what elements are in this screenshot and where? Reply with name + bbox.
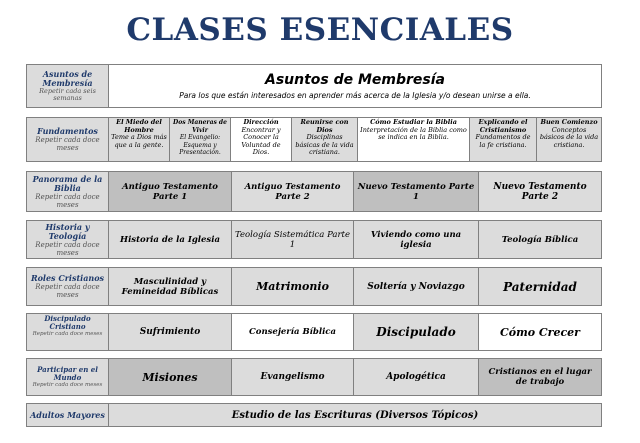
class-title: Explicando el Cristianismo [478,118,528,134]
class-title: El Miedo del Hombre [116,118,162,134]
class-desc: Interpretación de la Biblia como se indica en la Biblia. [360,125,467,141]
class-title: Dirección [243,118,279,126]
class-cell: Estudio de las Escrituras (Diversos Tópicos) [109,404,601,426]
class-cell: Historia de la Iglesia [109,221,232,258]
class-cell: Cristianos en el lugar de trabajo [479,359,601,395]
class-cell: Nuevo Testamento Parte 2 [479,172,601,211]
row-roles [26,267,602,306]
row-header-sub: Repetir cada seis semanas [39,86,96,102]
class-title: Buen Comienzo [540,118,598,126]
row-header-name: Discipulado Cristiano [44,314,91,331]
class-title: Dos Maneras de Vivir [173,119,227,134]
row-header-name: Adultos Mayores [30,409,105,420]
class-cell: Teología Sistemática Parte 1 [232,221,354,258]
class-desc: Fundamentos de la fe cristiana. [475,133,531,149]
class-desc: Encontrar y Conocer la Voluntad de Dios. [241,125,281,156]
class-desc: Teme a Dios más que a la gente. [111,133,167,149]
class-cell: Apologética [354,359,479,395]
class-cell: Matrimonio [232,268,354,305]
class-cell: Misiones [109,359,232,395]
row-header-name: Panorama de la Biblia [32,173,103,193]
class-cell: Viviendo como una iglesia [354,221,479,258]
row-header-membresia [27,65,109,107]
row-header-name: Historia y Teología [45,221,90,241]
class-cell: Antiguo Testamento Parte 2 [232,172,354,211]
row-header-name: Roles Cristianos [30,273,105,283]
class-cell: Consejería Bíblica [232,314,354,350]
class-cell: Teología Bíblica [479,221,601,258]
row-header-sub: Repetir cada doce meses [35,136,100,152]
row-panorama [26,171,602,212]
row-header-name: Fundamentos [37,126,98,136]
class-cell: Sufrimiento [109,314,232,350]
row-header-historia [27,221,109,258]
class-cell: Soltería y Noviazgo [354,268,479,305]
class-cell: Cómo Crecer [479,314,601,350]
fundamentos-class [358,118,470,161]
membresia-desc: Para los que están interesados en aprender más acerca de la Iglesia y/o desean unirse a ella. [179,91,531,100]
row-historia [26,220,602,259]
row-header-name: Participar en el Mundo [37,364,98,382]
row-discipulado [26,313,602,351]
row-header-sub: Repetir cada doce meses [35,283,100,299]
row-adultos [26,403,602,427]
class-desc: Conceptos básicos de la vida cristiana. [539,125,599,149]
row-membresia [26,64,602,108]
fundamentos-class [109,118,170,161]
row-header-fundamentos [27,118,109,161]
row-header-sub: Repetir cada doce meses [32,331,103,337]
class-cell: Nuevo Testamento Parte 1 [354,172,479,211]
class-title: Cómo Estudiar la Biblia [370,118,457,126]
class-cell: Paternidad [479,268,601,305]
row-header-panorama [27,172,109,211]
membresia-cell [109,65,601,107]
membresia-heading: Asuntos de Membresía [264,72,446,88]
class-desc: Disciplinas básicas de la vida cristiana. [295,133,354,156]
row-header-participar [27,359,109,395]
class-cell: Discipulado [354,314,479,350]
fundamentos-class [170,118,231,161]
class-cell: Evangelismo [232,359,354,395]
fundamentos-class [292,118,358,161]
class-desc: El Evangelio: Esquema y Presentación. [179,134,221,156]
row-header-sub: Repetir cada doce meses [32,381,103,388]
row-participar [26,358,602,396]
row-header-adultos [27,404,109,426]
row-fundamentos [26,117,602,162]
row-header-sub: Repetir cada doce meses [35,240,100,257]
class-cell: Antiguo Testamento Parte 1 [109,172,232,211]
class-cell: Masculinidad y Femineidad Bíblicas [109,268,232,305]
class-title: Reunirse con Dios [300,118,349,134]
fundamentos-class [470,118,537,161]
fundamentos-class [231,118,292,161]
row-header-name: Asuntos de Membresía [42,68,93,88]
page-title: CLASES ESENCIALES [126,12,514,48]
row-header-roles [27,268,109,305]
row-header-sub: Repetir cada doce meses [35,192,100,209]
row-header-discipulado [27,314,109,350]
fundamentos-class [537,118,601,161]
